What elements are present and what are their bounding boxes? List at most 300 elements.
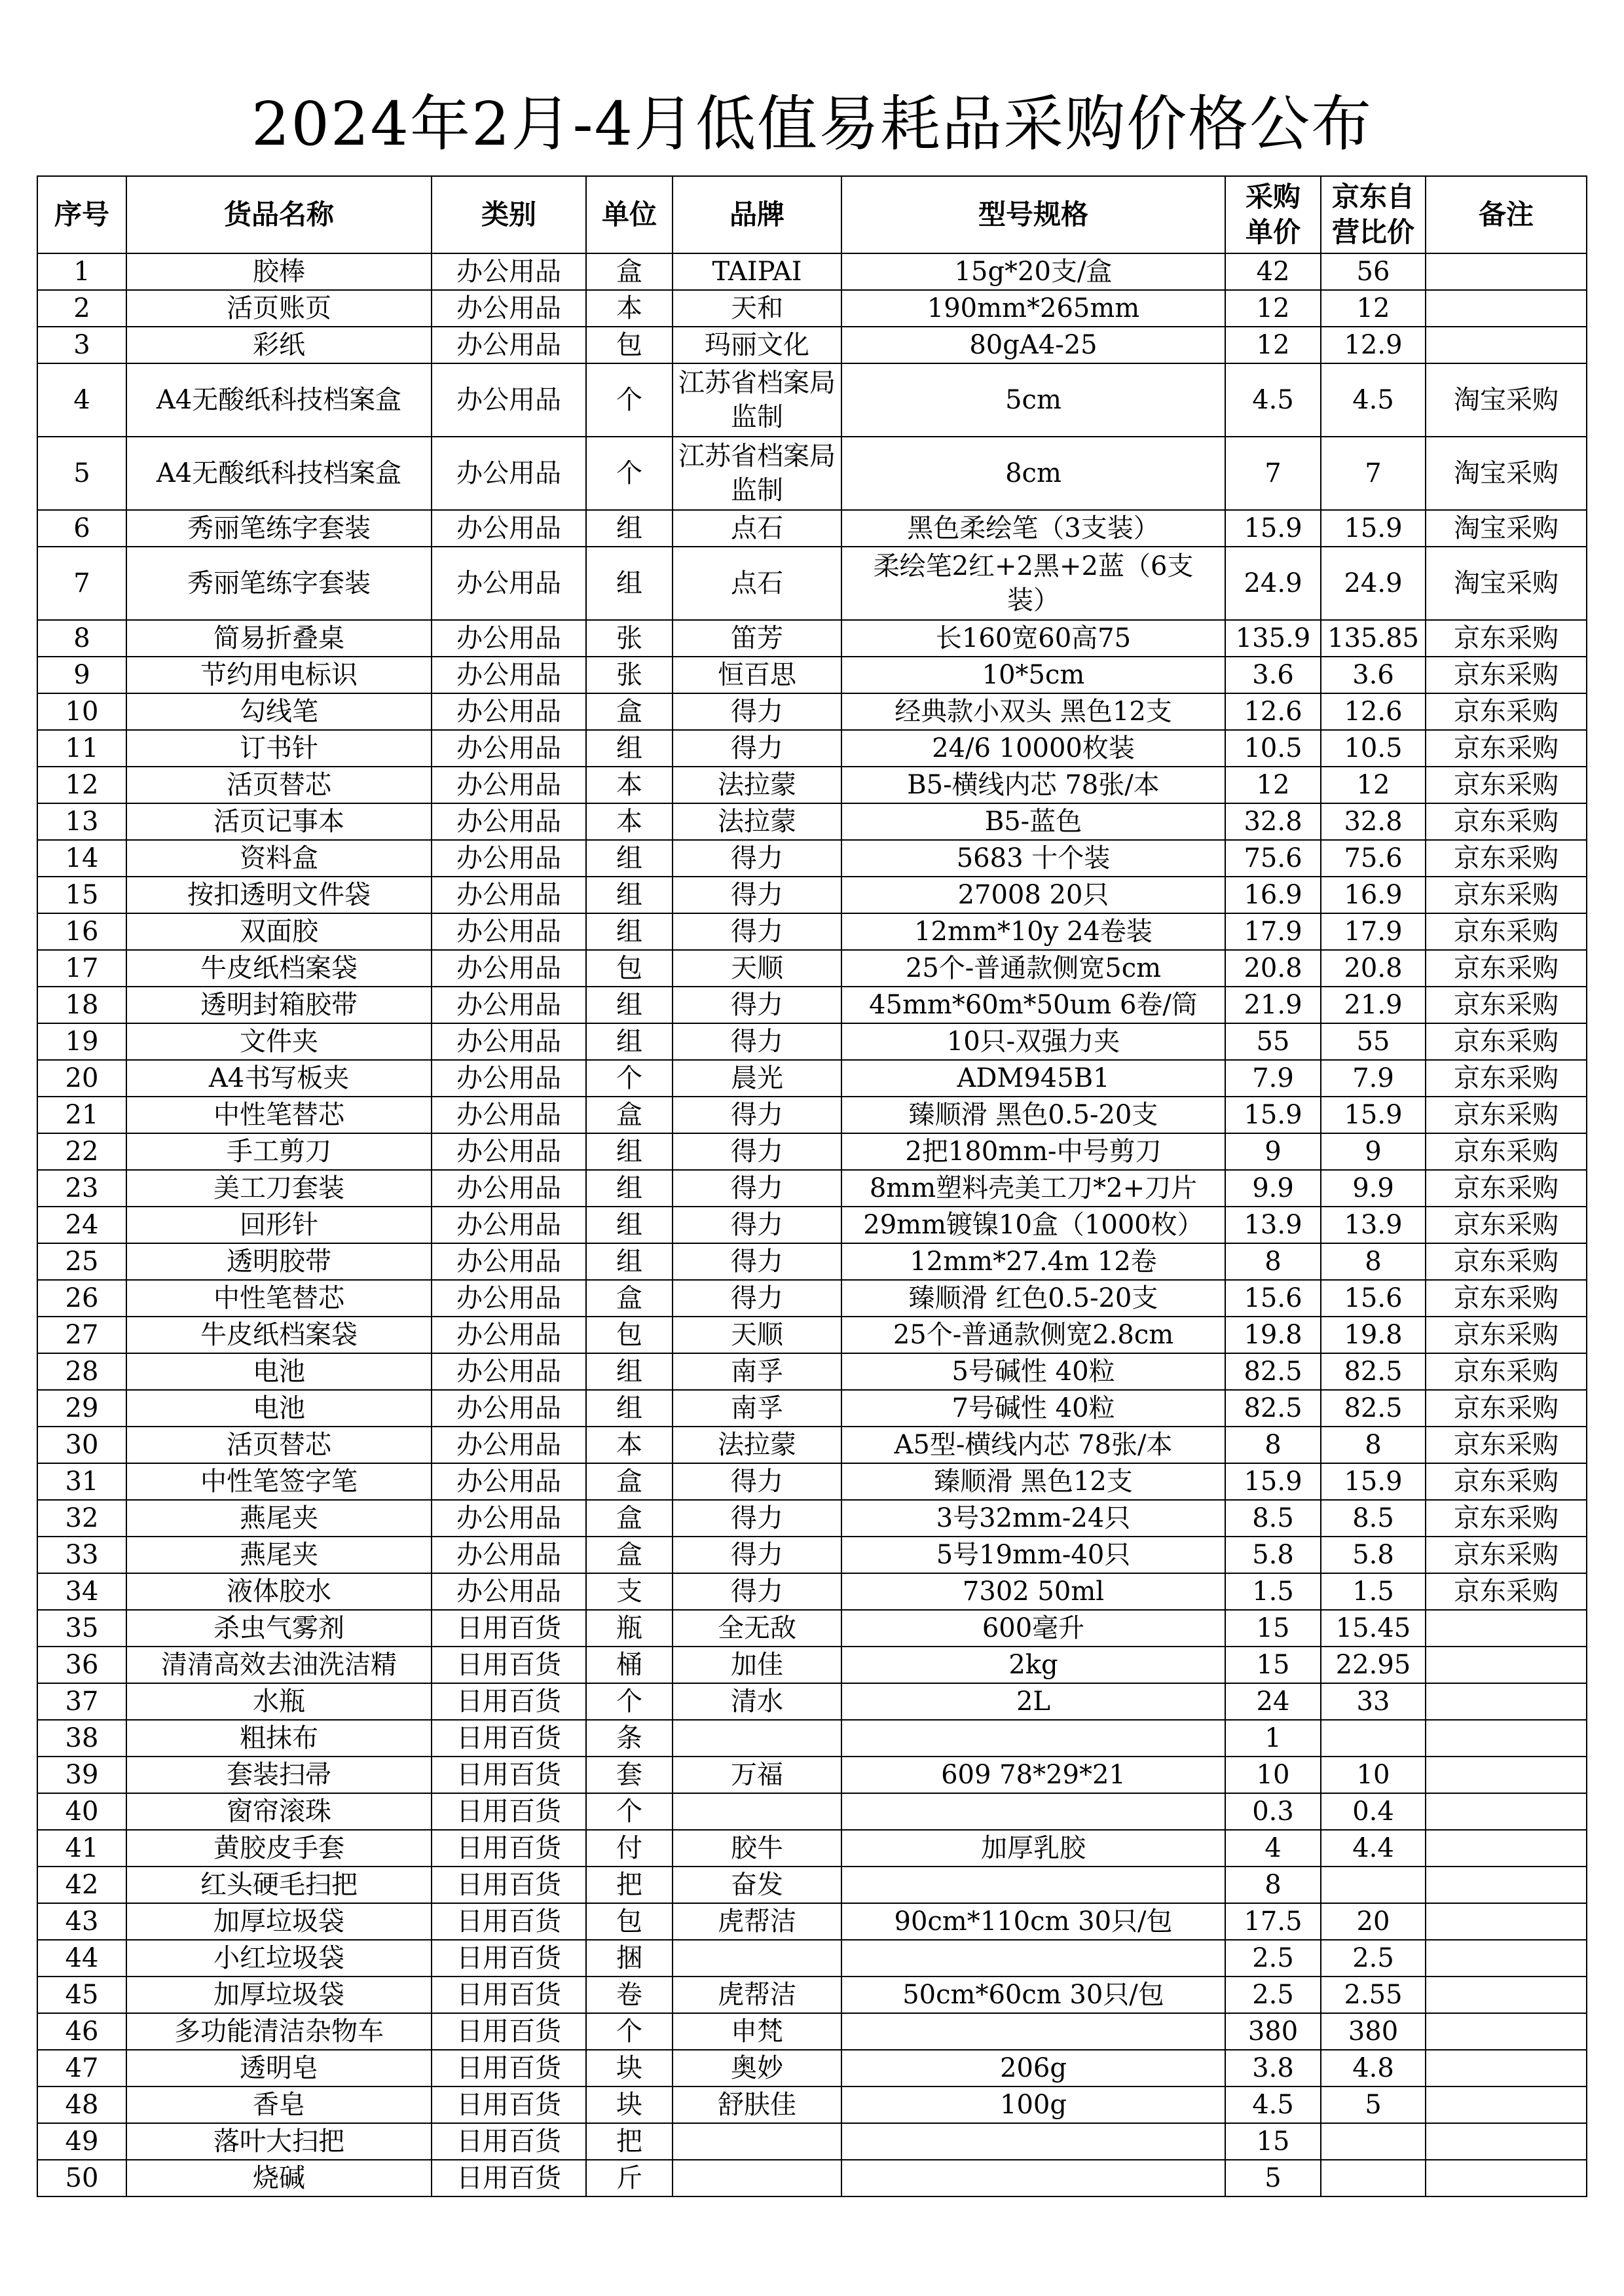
table-row: [37, 1390, 1587, 1427]
table-cell: 56: [1321, 253, 1426, 290]
table-cell: 办公用品: [432, 290, 586, 327]
table-cell: [1426, 2050, 1587, 2086]
table-cell: 38: [37, 1720, 126, 1757]
header-row: [37, 176, 1587, 253]
table-cell: 15g*20支/盒: [841, 253, 1225, 290]
table-cell: 本: [586, 767, 673, 803]
table-cell: 2.5: [1225, 1977, 1321, 2013]
table-cell: 22.95: [1321, 1647, 1426, 1683]
table-cell: 1: [1225, 1720, 1321, 1757]
table-row: [37, 693, 1587, 730]
table-cell: 组: [586, 1243, 673, 1280]
table-cell: 8.5: [1321, 1500, 1426, 1537]
table-cell: 办公用品: [432, 1317, 586, 1353]
table-cell: 臻顺滑 黑色12支: [841, 1463, 1225, 1500]
table-cell: 17: [37, 950, 126, 987]
table-cell: 45mm*60m*50um 6卷/筒: [841, 987, 1225, 1023]
table-cell: 7302 50ml: [841, 1573, 1225, 1610]
table-cell: 京东采购: [1426, 657, 1587, 693]
table-cell: [841, 2123, 1225, 2160]
table-cell: [1426, 1977, 1587, 2013]
table-row: [37, 1207, 1587, 1243]
table-cell: 条: [586, 1720, 673, 1757]
table-cell: 个: [586, 437, 673, 510]
table-cell: 电池: [126, 1353, 432, 1390]
table-cell: 35: [37, 1610, 126, 1647]
table-cell: 手工剪刀: [126, 1133, 432, 1170]
table-cell: 82.5: [1225, 1353, 1321, 1390]
table-cell: 组: [586, 1207, 673, 1243]
table-cell: 盒: [586, 1500, 673, 1537]
table-row: [37, 1060, 1587, 1097]
header-cell: 序号: [37, 176, 126, 253]
table-cell: 100g: [841, 2086, 1225, 2123]
table-cell: 张: [586, 657, 673, 693]
table-cell: [841, 1720, 1225, 1757]
table-cell: 个: [586, 1683, 673, 1720]
table-cell: 29mm镀镍10盒（1000枚）: [841, 1207, 1225, 1243]
table-cell: [1426, 1683, 1587, 1720]
table-cell: 京东采购: [1426, 987, 1587, 1023]
table-cell: 20: [1321, 1903, 1426, 1940]
table-cell: 8: [37, 620, 126, 657]
table-cell: 13.9: [1321, 1207, 1426, 1243]
table-row: [37, 1830, 1587, 1867]
table-cell: 南孚: [673, 1390, 841, 1427]
table-row: [37, 1353, 1587, 1390]
table-cell: 落叶大扫把: [126, 2123, 432, 2160]
table-cell: 粗抹布: [126, 1720, 432, 1757]
table-row: [37, 840, 1587, 877]
table-cell: 京东采购: [1426, 1427, 1587, 1463]
table-row: [37, 950, 1587, 987]
table-cell: 9: [1321, 1133, 1426, 1170]
table-cell: 虎帮洁: [673, 1977, 841, 2013]
table-cell: 加厚乳胶: [841, 1830, 1225, 1867]
header-cell: 备注: [1426, 176, 1587, 253]
table-cell: 28: [37, 1353, 126, 1390]
table-cell: 90cm*110cm 30只/包: [841, 1903, 1225, 1940]
table-cell: 美工刀套装: [126, 1170, 432, 1207]
table-cell: 17.5: [1225, 1903, 1321, 1940]
table-cell: [673, 2123, 841, 2160]
table-cell: 12.6: [1321, 693, 1426, 730]
table-cell: 75.6: [1321, 840, 1426, 877]
table-cell: 黄胶皮手套: [126, 1830, 432, 1867]
table-cell: 10只-双强力夹: [841, 1023, 1225, 1060]
table-row: [37, 2086, 1587, 2123]
table-cell: 柔绘笔2红+2黑+2蓝（6支装）: [841, 547, 1225, 620]
table-cell: 加厚垃圾袋: [126, 1977, 432, 2013]
table-cell: 2L: [841, 1683, 1225, 1720]
table-cell: 捆: [586, 1940, 673, 1977]
table-cell: 21: [37, 1097, 126, 1133]
table-cell: 申梵: [673, 2013, 841, 2050]
table-cell: 27: [37, 1317, 126, 1353]
table-row: [37, 2050, 1587, 2086]
table-cell: 44: [37, 1940, 126, 1977]
table-cell: 8mm塑料壳美工刀*2+刀片: [841, 1170, 1225, 1207]
table-cell: 15.9: [1321, 510, 1426, 547]
table-cell: 京东采购: [1426, 1170, 1587, 1207]
table-cell: [1426, 1903, 1587, 1940]
table-cell: 18: [37, 987, 126, 1023]
table-cell: 卷: [586, 1977, 673, 2013]
table-cell: 4: [1225, 1830, 1321, 1867]
table-cell: [1426, 1757, 1587, 1793]
table-cell: 日用百货: [432, 2050, 586, 2086]
table-cell: 江苏省档案局监制: [673, 437, 841, 510]
table-cell: 10: [1321, 1757, 1426, 1793]
table-cell: 4.4: [1321, 1830, 1426, 1867]
table-cell: 京东采购: [1426, 693, 1587, 730]
table-cell: 25: [37, 1243, 126, 1280]
table-cell: 京东采购: [1426, 1573, 1587, 1610]
table-row: [37, 2123, 1587, 2160]
table-cell: 9: [1225, 1133, 1321, 1170]
table-cell: 京东采购: [1426, 1537, 1587, 1573]
header-cell: 型号规格: [841, 176, 1225, 253]
table-cell: 19.8: [1321, 1317, 1426, 1353]
table-cell: 日用百货: [432, 1683, 586, 1720]
table-cell: 胶牛: [673, 1830, 841, 1867]
table-cell: 380: [1225, 2013, 1321, 2050]
table-cell: [673, 1793, 841, 1830]
table-cell: 2: [37, 290, 126, 327]
table-cell: [1426, 1647, 1587, 1683]
table-cell: 天顺: [673, 1317, 841, 1353]
table-cell: 臻顺滑 红色0.5-20支: [841, 1280, 1225, 1317]
table-row: [37, 327, 1587, 363]
table-cell: 5cm: [841, 363, 1225, 437]
table-cell: 办公用品: [432, 1463, 586, 1500]
table-cell: 活页账页: [126, 290, 432, 327]
table-row: [37, 437, 1587, 510]
table-cell: 21.9: [1225, 987, 1321, 1023]
table-cell: 75.6: [1225, 840, 1321, 877]
table-cell: 办公用品: [432, 1537, 586, 1573]
table-cell: TAIPAI: [673, 253, 841, 290]
table-cell: 5: [1321, 2086, 1426, 2123]
table-cell: 16.9: [1321, 877, 1426, 913]
table-cell: 办公用品: [432, 1097, 586, 1133]
table-cell: 日用百货: [432, 2013, 586, 2050]
table-cell: 办公用品: [432, 950, 586, 987]
table-cell: 透明胶带: [126, 1243, 432, 1280]
table-cell: [841, 2013, 1225, 2050]
table-cell: [1426, 253, 1587, 290]
table-cell: 牛皮纸档案袋: [126, 1317, 432, 1353]
table-cell: 82.5: [1321, 1390, 1426, 1427]
table-cell: 京东采购: [1426, 1097, 1587, 1133]
table-cell: 得力: [673, 1207, 841, 1243]
table-cell: 4.5: [1321, 363, 1426, 437]
table-cell: 京东采购: [1426, 730, 1587, 767]
table-row: [37, 1977, 1587, 2013]
table-cell: 5.8: [1321, 1537, 1426, 1573]
table-cell: 包: [586, 1903, 673, 1940]
table-row: [37, 363, 1587, 437]
table-cell: 奋发: [673, 1867, 841, 1903]
table-row: [37, 1537, 1587, 1573]
table-cell: 淘宝采购: [1426, 510, 1587, 547]
table-cell: 京东采购: [1426, 1500, 1587, 1537]
table-cell: 清清高效去油洗洁精: [126, 1647, 432, 1683]
table-row: [37, 1903, 1587, 1940]
table-cell: 1.5: [1225, 1573, 1321, 1610]
table-cell: 1.5: [1321, 1573, 1426, 1610]
table-cell: 加佳: [673, 1647, 841, 1683]
table-cell: 15: [1225, 1610, 1321, 1647]
table-cell: 办公用品: [432, 1170, 586, 1207]
table-cell: 42: [37, 1867, 126, 1903]
table-cell: 8: [1321, 1243, 1426, 1280]
table-row: [37, 1940, 1587, 1977]
table-cell: 虎帮洁: [673, 1903, 841, 1940]
table-cell: 6: [37, 510, 126, 547]
table-cell: 秀丽笔练字套装: [126, 510, 432, 547]
table-cell: 得力: [673, 1243, 841, 1280]
table-cell: 25个-普通款侧宽2.8cm: [841, 1317, 1225, 1353]
table-row: [37, 1757, 1587, 1793]
table-cell: 5号碱性 40粒: [841, 1353, 1225, 1390]
table-cell: 订书针: [126, 730, 432, 767]
table-cell: [1426, 1793, 1587, 1830]
table-cell: 个: [586, 1060, 673, 1097]
table-cell: 15.9: [1225, 1097, 1321, 1133]
table-cell: 20.8: [1225, 950, 1321, 987]
table-cell: 12: [1225, 767, 1321, 803]
table-cell: 组: [586, 1390, 673, 1427]
table-cell: [1426, 2123, 1587, 2160]
table-cell: 34: [37, 1573, 126, 1610]
table-cell: 京东采购: [1426, 1463, 1587, 1500]
table-cell: 电池: [126, 1390, 432, 1427]
table-cell: 液体胶水: [126, 1573, 432, 1610]
table-cell: 9: [37, 657, 126, 693]
table-cell: 43: [37, 1903, 126, 1940]
table-cell: 3.6: [1225, 657, 1321, 693]
table-cell: 京东采购: [1426, 1207, 1587, 1243]
header-cell: 货品名称: [126, 176, 432, 253]
table-cell: 淘宝采购: [1426, 437, 1587, 510]
table-cell: 22: [37, 1133, 126, 1170]
table-cell: 包: [586, 1317, 673, 1353]
table-cell: 资料盒: [126, 840, 432, 877]
table-cell: 30: [37, 1427, 126, 1463]
table-row: [37, 253, 1587, 290]
table-cell: 5683 十个装: [841, 840, 1225, 877]
table-cell: 京东采购: [1426, 840, 1587, 877]
table-row: [37, 1720, 1587, 1757]
table-cell: 回形针: [126, 1207, 432, 1243]
table-cell: 11: [37, 730, 126, 767]
table-cell: 8.5: [1225, 1500, 1321, 1537]
table-row: [37, 1793, 1587, 1830]
table-cell: 55: [1225, 1023, 1321, 1060]
table-cell: 组: [586, 510, 673, 547]
table-cell: 法拉蒙: [673, 767, 841, 803]
table-cell: 奥妙: [673, 2050, 841, 2086]
table-cell: [673, 2160, 841, 2196]
table-cell: 组: [586, 730, 673, 767]
table-cell: 盒: [586, 693, 673, 730]
table-cell: [1426, 1720, 1587, 1757]
table-cell: 办公用品: [432, 1060, 586, 1097]
table-cell: 8: [1225, 1427, 1321, 1463]
table-cell: 京东采购: [1426, 1280, 1587, 1317]
table-cell: 得力: [673, 1537, 841, 1573]
table-cell: 32.8: [1225, 803, 1321, 840]
table-cell: 杀虫气雾剂: [126, 1610, 432, 1647]
table-cell: 块: [586, 2050, 673, 2086]
table-cell: 日用百货: [432, 1720, 586, 1757]
table-row: [37, 1133, 1587, 1170]
table-cell: 桶: [586, 1647, 673, 1683]
table-cell: 0.4: [1321, 1793, 1426, 1830]
table-cell: [1426, 2086, 1587, 2123]
table-cell: 15.6: [1321, 1280, 1426, 1317]
table-cell: 组: [586, 547, 673, 620]
table-cell: 中性笔签字笔: [126, 1463, 432, 1500]
table-cell: 得力: [673, 1097, 841, 1133]
table-row: [37, 547, 1587, 620]
table-cell: 套装扫帚: [126, 1757, 432, 1793]
table-cell: 7号碱性 40粒: [841, 1390, 1225, 1427]
table-cell: 组: [586, 840, 673, 877]
table-cell: 得力: [673, 913, 841, 950]
table-cell: 京东采购: [1426, 1390, 1587, 1427]
table-cell: 7: [1225, 437, 1321, 510]
table-cell: 中性笔替芯: [126, 1280, 432, 1317]
table-cell: 日用百货: [432, 2123, 586, 2160]
table-cell: 京东采购: [1426, 1133, 1587, 1170]
table-cell: 小红垃圾袋: [126, 1940, 432, 1977]
table-cell: 办公用品: [432, 803, 586, 840]
table-cell: 清水: [673, 1683, 841, 1720]
table-cell: 日用百货: [432, 2160, 586, 2196]
table-cell: 10.5: [1321, 730, 1426, 767]
table-cell: 办公用品: [432, 1133, 586, 1170]
table-cell: 个: [586, 2013, 673, 2050]
table-cell: 京东采购: [1426, 767, 1587, 803]
table-cell: 组: [586, 1133, 673, 1170]
table-cell: 32.8: [1321, 803, 1426, 840]
table-cell: 15: [37, 877, 126, 913]
table-cell: 4: [37, 363, 126, 437]
table-cell: [841, 1867, 1225, 1903]
table-cell: 京东采购: [1426, 1353, 1587, 1390]
table-cell: 12.9: [1321, 327, 1426, 363]
table-cell: 47: [37, 2050, 126, 2086]
table-cell: 16.9: [1225, 877, 1321, 913]
table-cell: 中性笔替芯: [126, 1097, 432, 1133]
table-cell: 得力: [673, 1133, 841, 1170]
table-cell: 办公用品: [432, 363, 586, 437]
table-cell: 24/6 10000枚装: [841, 730, 1225, 767]
table-cell: 19.8: [1225, 1317, 1321, 1353]
table-cell: 24: [1225, 1683, 1321, 1720]
table-cell: 文件夹: [126, 1023, 432, 1060]
table-cell: 日用百货: [432, 1940, 586, 1977]
table-cell: 烧碱: [126, 2160, 432, 2196]
table-cell: 按扣透明文件袋: [126, 877, 432, 913]
table-cell: 135.85: [1321, 620, 1426, 657]
table-cell: 个: [586, 363, 673, 437]
table-cell: 盒: [586, 1537, 673, 1573]
table-cell: 2把180mm-中号剪刀: [841, 1133, 1225, 1170]
table-cell: 全无敌: [673, 1610, 841, 1647]
table-cell: [841, 2160, 1225, 2196]
table-cell: 点石: [673, 510, 841, 547]
table-cell: 勾线笔: [126, 693, 432, 730]
table-row: [37, 510, 1587, 547]
table-cell: 55: [1321, 1023, 1426, 1060]
table-cell: 个: [586, 1793, 673, 1830]
table-cell: 长160宽60高75: [841, 620, 1225, 657]
table-cell: 本: [586, 803, 673, 840]
table-cell: 41: [37, 1830, 126, 1867]
table-cell: ADM945B1: [841, 1060, 1225, 1097]
table-cell: 包: [586, 950, 673, 987]
table-cell: 日用百货: [432, 1793, 586, 1830]
table-cell: 节约用电标识: [126, 657, 432, 693]
table-cell: 20.8: [1321, 950, 1426, 987]
page-title: 2024年2月-4月低值易耗品采购价格公布: [251, 89, 1373, 159]
table-cell: 24: [37, 1207, 126, 1243]
table-cell: [1321, 1720, 1426, 1757]
table-row: [37, 877, 1587, 913]
table-cell: 8: [1225, 1243, 1321, 1280]
table-cell: 12: [1225, 327, 1321, 363]
table-cell: 39: [37, 1757, 126, 1793]
table-cell: A4书写板夹: [126, 1060, 432, 1097]
table-cell: 点石: [673, 547, 841, 620]
table-cell: 日用百货: [432, 1903, 586, 1940]
table-cell: 南孚: [673, 1353, 841, 1390]
table-row: [37, 1170, 1587, 1207]
table-cell: [1426, 2160, 1587, 2196]
table-cell: [1321, 2160, 1426, 2196]
table-cell: [1426, 327, 1587, 363]
table-row: [37, 1573, 1587, 1610]
table-cell: 13.9: [1225, 1207, 1321, 1243]
table-cell: 15.9: [1225, 1463, 1321, 1500]
table-cell: 包: [586, 327, 673, 363]
table-cell: 2kg: [841, 1647, 1225, 1683]
table-cell: 得力: [673, 693, 841, 730]
table-cell: 京东采购: [1426, 1023, 1587, 1060]
table-cell: 135.9: [1225, 620, 1321, 657]
table-row: [37, 1463, 1587, 1500]
table-cell: 10*5cm: [841, 657, 1225, 693]
table-cell: 付: [586, 1830, 673, 1867]
table-cell: B5-蓝色: [841, 803, 1225, 840]
table-cell: 23: [37, 1170, 126, 1207]
table-cell: 15.9: [1321, 1097, 1426, 1133]
table-cell: 京东采购: [1426, 803, 1587, 840]
table-cell: 香皂: [126, 2086, 432, 2123]
table-cell: A5型-横线内芯 78张/本: [841, 1427, 1225, 1463]
table-cell: 江苏省档案局监制: [673, 363, 841, 437]
table-cell: 办公用品: [432, 1500, 586, 1537]
header-cell: 采购单价: [1225, 176, 1321, 253]
table-cell: [841, 1940, 1225, 1977]
table-cell: B5-横线内芯 78张/本: [841, 767, 1225, 803]
table-cell: 窗帘滚珠: [126, 1793, 432, 1830]
table-cell: 日用百货: [432, 1757, 586, 1793]
table-cell: 日用百货: [432, 1977, 586, 2013]
